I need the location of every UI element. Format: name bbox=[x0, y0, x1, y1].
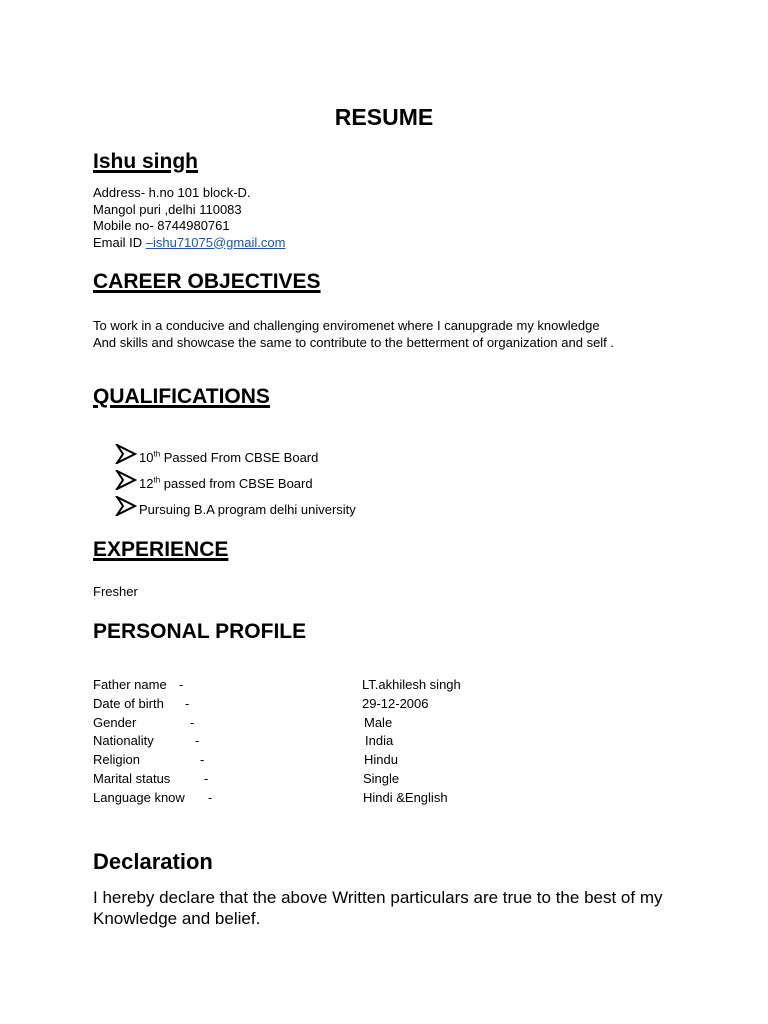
qualification-item bbox=[139, 450, 318, 467]
qualification-sup: th bbox=[153, 449, 161, 459]
profile-dash: - bbox=[208, 790, 213, 805]
career-objectives-heading: CAREER OBJECTIVES bbox=[93, 270, 321, 293]
profile-dash: - bbox=[195, 733, 200, 748]
document-title: RESUME bbox=[334, 104, 434, 130]
qualification-num: 10 bbox=[139, 450, 154, 465]
profile-dash: - bbox=[185, 696, 190, 711]
profile-value: Single bbox=[363, 771, 400, 786]
arrow-bullet-icon bbox=[115, 470, 137, 490]
profile-dash: - bbox=[200, 752, 205, 767]
qualification-num: 12 bbox=[139, 476, 154, 491]
address-line-1: Address- h.no 101 block-D. bbox=[93, 185, 251, 200]
personal-profile-heading: PERSONAL PROFILE bbox=[93, 620, 307, 643]
qualification-item bbox=[139, 502, 356, 519]
declaration-heading: Declaration bbox=[93, 849, 213, 874]
candidate-name: Ishu singh bbox=[93, 150, 198, 173]
career-objectives-line-1: To work in a conducive and challenging enviromenet where I canupgrade my knowledge bbox=[93, 318, 600, 333]
email-line bbox=[93, 235, 285, 252]
address-line-2: Mangol puri ,delhi 110083 bbox=[93, 201, 242, 217]
profile-value: Hindi &English bbox=[363, 790, 448, 805]
qualification-text: Passed From CBSE Board bbox=[160, 450, 319, 465]
profile-label: Language know bbox=[93, 790, 185, 805]
profile-label: Religion bbox=[93, 752, 140, 767]
experience-text: Fresher bbox=[93, 584, 138, 599]
qualification-sup: th bbox=[153, 475, 161, 485]
profile-value: Hindu bbox=[364, 752, 398, 767]
career-objectives-line-2: And skills and showcase the same to contribute to the betterment of organization and self . bbox=[93, 335, 615, 350]
email-label: Email ID bbox=[93, 234, 146, 250]
qualifications-heading: QUALIFICATIONS bbox=[93, 385, 270, 408]
arrow-bullet-icon bbox=[115, 444, 137, 464]
qualification-text: passed from CBSE Board bbox=[160, 476, 313, 491]
career-objectives-text bbox=[93, 317, 614, 351]
profile-value: India bbox=[365, 733, 394, 748]
qualification-text: Pursuing B.A program delhi university bbox=[139, 502, 356, 517]
qualification-item bbox=[139, 476, 313, 493]
profile-label: Date of birth bbox=[93, 696, 164, 711]
declaration-text: I hereby declare that the above Written particulars are true to the best of my Knowledge and belief. bbox=[93, 888, 663, 928]
arrow-bullet-icon bbox=[115, 496, 137, 516]
profile-dash: - bbox=[204, 771, 209, 786]
profile-value: 29-12-2006 bbox=[362, 696, 429, 711]
profile-label: Gender bbox=[93, 715, 137, 730]
contact-block bbox=[93, 185, 285, 251]
profile-value: Male bbox=[364, 715, 393, 730]
profile-dash: - bbox=[179, 677, 184, 692]
email-link[interactable]: –ishu71075@gmail.com bbox=[145, 234, 286, 250]
profile-dash: - bbox=[190, 715, 195, 730]
mobile-number: Mobile no- 8744980761 bbox=[93, 218, 230, 233]
experience-heading: EXPERIENCE bbox=[93, 538, 229, 561]
profile-label: Nationality bbox=[93, 733, 154, 748]
profile-value: LT.akhilesh singh bbox=[362, 677, 461, 692]
profile-label: Marital status bbox=[93, 771, 171, 786]
profile-label: Father name bbox=[93, 677, 167, 692]
